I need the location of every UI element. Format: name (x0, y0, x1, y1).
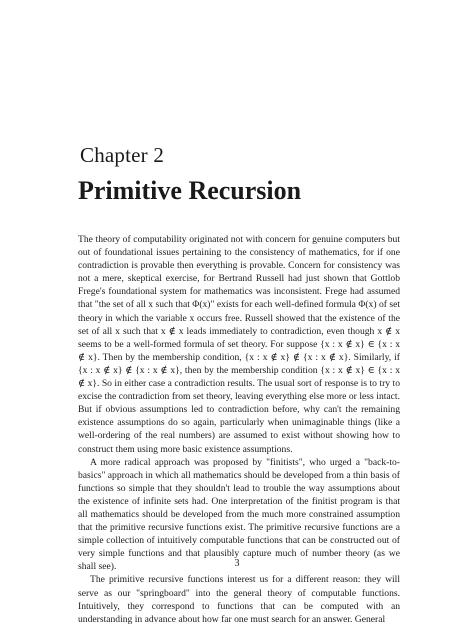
paragraph: The theory of computability originated not with concern for genuine computers but out of foundational issues pertaining to the consistency of mathematics, for if one contradiction is provable then everything is provable. Concern for consistency was not a mere, skeptical exercise, for Bertrand Russell had just shown that Gottlob Frege's foundational system for mathematics was inconsistent. Frege had assumed that "the set of all x such that Φ(x)" exists for each well-defined formula Φ(x) of set theory in which the variable x occurs free. Russell showed that the existence of the set of all x such that x ∉ x leads immediately to contradiction, even though x ∉ x seems to be a well-formed formula of set theory. For suppose {x : x ∉ x} ∈ {x : x ∉ x}. Then by the membership condition, {x : x ∉ x} ∉ {x : x ∉ x}. Similarly, if {x : x ∉ x} ∉ {x : x ∉ x}, then by the membership condition {x : x ∉ x} ∈ {x : x ∉ x}. So in either case a contradiction results. The usual sort of response is to try to excise the contradiction from set theory, leaving everything else more or less intact. But if obvious assumptions led to contradiction before, why can't the remaining existence assumptions do so again, particularly when unimaginable things (like a well-ordering of the real numbers) are assumed to exist without showing how to construct them using more basic existence assumptions. (78, 234, 400, 455)
chapter-title: Primitive Recursion (78, 176, 302, 205)
page-number: 3 (234, 558, 240, 569)
chapter-label: Chapter 2 (80, 143, 165, 167)
paragraph: The primitive recursive functions interest us for a different reason: they will serve as our "springboard" into the general theory of computable functions. Intuitively, they correspond to functions that can be computed with an understanding in advance about how far one must search for an answer. General (78, 574, 400, 625)
paragraph: A more radical approach was proposed by "finitists", who urged a "back-to-basics" approach in which all mathematics should be developed from a thin basis of functions so simple that they shouldn't lead to trouble the way assumptions about the existence of infinite sets had. One interpretation of the finitist program is that all mathematics should be developed from the much more constrained assumption that the primitive recursive functions exist. The primitive recursive functions are a simple collection of intuitively computable functions that can be constructed out of very simple functions and that plausibly capture much of number theory (as we shall see). (78, 456, 400, 573)
